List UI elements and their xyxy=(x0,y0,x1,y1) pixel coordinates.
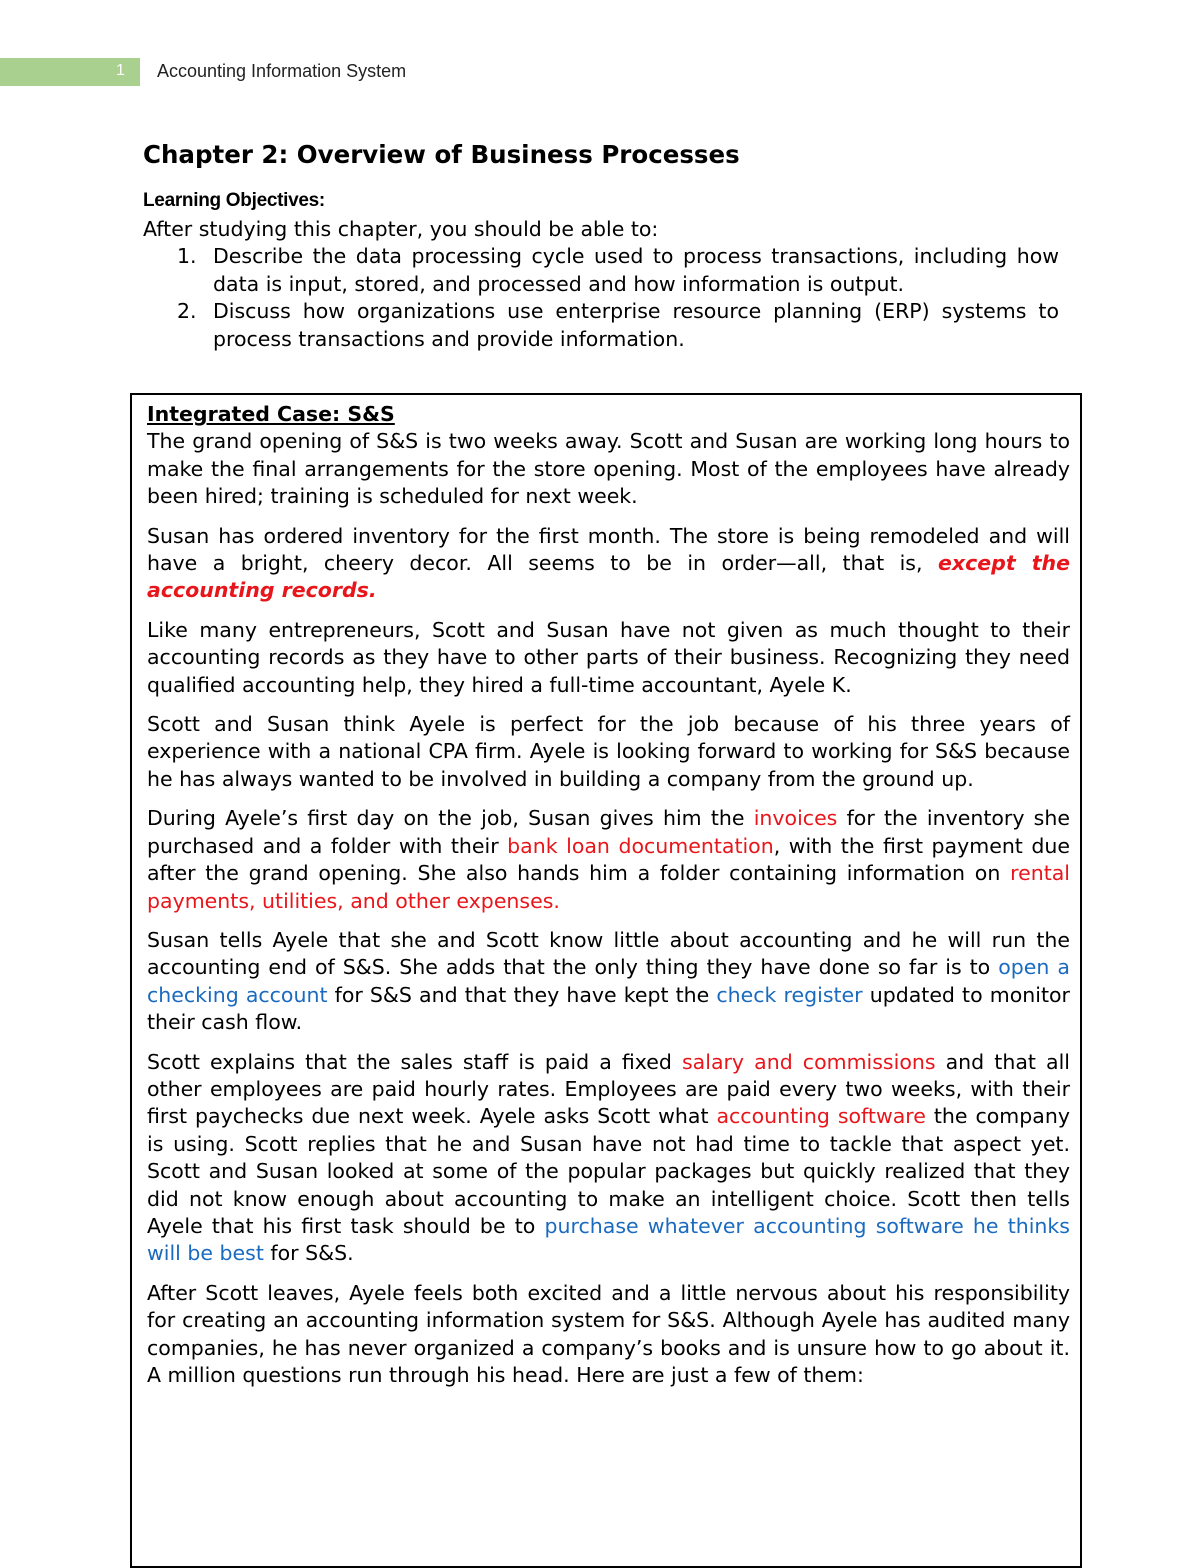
objectives-intro: After studying this chapter, you should be able to: xyxy=(143,217,659,241)
case-text: , with the first payment due after the grand opening. She also hands him a folder containing information on xyxy=(147,833,1070,886)
case-text: Susan has ordered inventory for the first month. The store is being remodeled and will have a bright, cheery decor. All seems to be in order—all, that is, xyxy=(147,523,1070,576)
objective-number: 2. xyxy=(177,299,197,323)
case-text: for S&S and that they have kept the xyxy=(334,982,710,1007)
case-text: for S&S. xyxy=(270,1241,354,1266)
case-text: and that all other employees are paid hourly rates. Employees are paid every two weeks, with their first paychecks due next week. Ayele asks Scott what xyxy=(147,1049,1070,1129)
case-text: Scott and Susan think Ayele is perfect for the job because of his three years of experience with a national CPA firm. Ayele is looking forward to working for S&S because he has always wanted to be involved in building a company from the ground up. xyxy=(147,712,1070,791)
page-number: 1 xyxy=(116,62,125,79)
objective-text: Discuss how organizations use enterprise resource planning (ERP) systems to process transactions and provide information. xyxy=(213,299,1059,351)
case-paragraph xyxy=(147,523,1070,605)
case-text: During Ayele’s first day on the job, Susan gives him the xyxy=(147,806,745,831)
highlight-red: except the accounting records. xyxy=(147,551,1070,603)
case-text: Susan tells Ayele that she and Scott know little about accounting and he will run the accounting end of S&S. She adds that the only thing they have done so far is to xyxy=(147,927,1070,980)
case-text: for the inventory she purchased and a folder with their xyxy=(147,806,1070,858)
objective-item xyxy=(143,298,1059,353)
case-paragraph xyxy=(147,1049,1070,1268)
highlight-red: accounting software xyxy=(716,1104,926,1129)
chapter-title: Chapter 2: Overview of Business Processes xyxy=(143,140,740,169)
highlight-red: rental payments, utilities, and other expenses. xyxy=(147,861,1070,913)
case-text: After Scott leaves, Ayele feels both excited and a little nervous about his responsibility for creating an accounting information system for S&S. Although Ayele has audited many companies, he has never organized a company’s books and is unsure how to go about it. A million questions run through his head. Here are just a few of them: xyxy=(147,1280,1070,1387)
learning-objectives-heading: Learning Objectives: xyxy=(143,190,325,211)
highlight-red: salary and commissions xyxy=(682,1049,936,1074)
case-paragraph xyxy=(147,1280,1070,1390)
case-paragraph xyxy=(147,617,1070,699)
integrated-case-box xyxy=(130,393,1082,1568)
highlight-blue: purchase whatever accounting software he thinks will be best xyxy=(147,1213,1070,1266)
highlight-red: invoices xyxy=(753,806,838,831)
case-text: the company is using. Scott replies that he and Susan have not had time to tackle that aspect yet. Scott and Susan looked at some of the popular packages but quickly realized that they did not know enough about accounting to make an intelligent choice. Scott then tells Ayele that his first task should be to xyxy=(147,1104,1070,1238)
case-paragraph xyxy=(147,711,1070,793)
case-paragraph xyxy=(147,805,1070,915)
objective-item xyxy=(143,243,1059,298)
objectives-list xyxy=(143,243,1059,353)
objective-number: 1. xyxy=(177,244,197,268)
running-header-title: Accounting Information System xyxy=(157,61,407,81)
highlight-red: bank loan documentation xyxy=(507,833,774,858)
objective-text: Describe the data processing cycle used to process transactions, including how data is input, stored, and processed and how information is output. xyxy=(213,244,1059,296)
case-paragraph xyxy=(147,927,1070,1037)
case-text: Like many entrepreneurs, Scott and Susan have not given as much thought to their accounting records as they have to other parts of their business. Recognizing they need qualified accounting help, they hired a full-time accountant, Ayele K. xyxy=(147,617,1070,697)
highlight-blue: check register xyxy=(716,982,863,1007)
case-paragraph xyxy=(147,428,1070,510)
case-heading: Integrated Case: S&S xyxy=(147,402,395,426)
case-text: The grand opening of S&S is two weeks away. Scott and Susan are working long hours to make the final arrangements for the store opening. Most of the employees have already been hired; training is scheduled for next week. xyxy=(147,429,1070,509)
highlight-blue: open a checking account xyxy=(147,955,1070,1007)
case-text: updated to monitor their cash flow. xyxy=(147,982,1070,1035)
case-text: Scott explains that the sales staff is paid a fixed xyxy=(147,1049,672,1074)
